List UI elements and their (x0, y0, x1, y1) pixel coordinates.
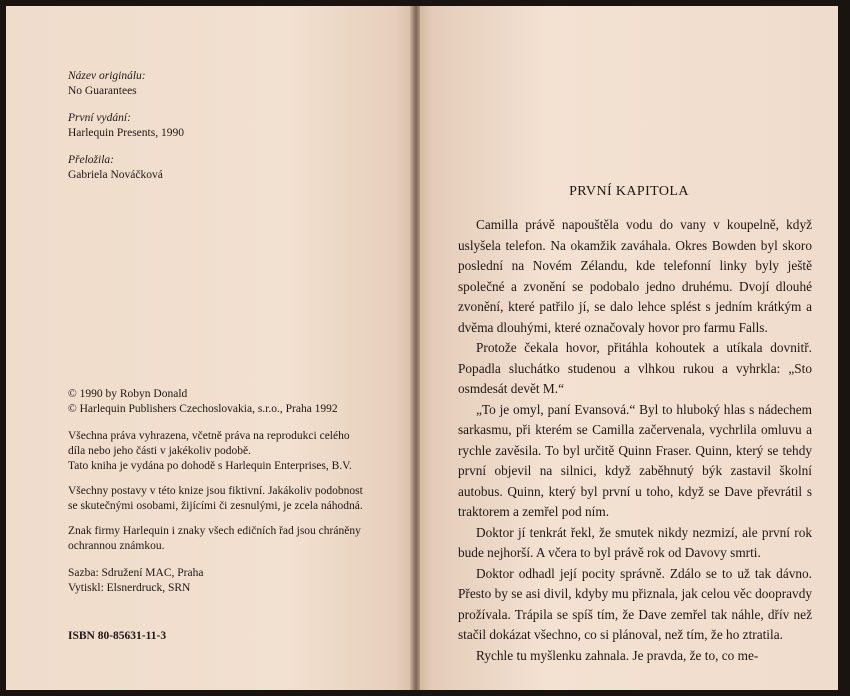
paragraph: Rychle tu myšlenku zahnala. Je pravda, že to, co me- (476, 647, 759, 663)
right-page (420, 6, 838, 690)
paragraph: Doktor odhadl její pocity správně. Zdálo se to už tak dávno. Přesto by se asi divil, kdyby mu přiznala, jak celou věc doopravdy prožívala. Trápila se spíš tím, že Dave zemřel tak náhle, dřív než stačil dokázat všechno, co si plánoval, než tím, že ho ztratila. (458, 565, 812, 642)
trademark-line: Znak firmy Harlequin i znaky všech edičních řad jsou chráněny (68, 525, 361, 537)
fiction-notice-line: Všechny postavy v této knize jsou fiktivní. Jakákoliv podobnost (68, 485, 363, 497)
paragraph: „To je omyl, paní Evansová.“ Byl to hluboký hlas s nádechem sarkasmu, při kterém se Camilla začervenala, vychrlila omluvu a rychle zavěsila. To byl určitě Quinn Fraser. Quinn, který se tehdy první objevil na silnici, když zaběhnutý býk zastavil školní autobus. Quinn, který byl první u toho, když se Dave převrátil s traktorem a zemřel pod ním. (458, 401, 812, 519)
translator-label: Přeložila: (68, 154, 114, 166)
paragraph: Protože čekala hovor, přitáhla kohoutek a utíkala dovnitř. Popadla sluchátko studenou a vlhkou rukou a vyhrkla: „Sto osmdesát devět M.“ (458, 340, 812, 396)
typeset-credit: Sazba: Sdružení MAC, Praha (68, 567, 204, 579)
paragraph: Camilla právě napouštěla vodu do vany v koupelně, když uslyšela telefon. Na okamžik zaváhala. Okres Bowden byl skoro poslední na Novém Zélandu, kde telefonní linky byly ještě společné a zvonění se podobalo jedno druhému. Dvojí dlouhé zvonění, které patřilo jí, se dalo lehce splést s jedním krátkým a dvěma dlouhými, které označovaly hovor pro farmu Falls. (458, 217, 812, 335)
chapter-body (458, 215, 812, 666)
chapter-title: PRVNÍ KAPITOLA (569, 184, 689, 199)
printer-credit: Vytiskl: Elsnerdruck, SRN (68, 582, 191, 594)
first-edition-label: První vydání: (68, 112, 131, 124)
translator-name: Gabriela Nováčková (68, 169, 163, 181)
rights-line: Všechna práva vyhrazena, včetně práva na reprodukci celého (68, 430, 350, 442)
paragraph: Doktor jí tenkrát řekl, že smutek nikdy nezmizí, ale první rok bude nejhorší. A včera to byl právě rok od Davovy smrti. (458, 524, 812, 560)
rights-line: Tato kniha je vydána po dohodě s Harlequin Enterprises, B.V. (68, 460, 352, 472)
fiction-notice-line: se skutečnými osobami, žijícími či zesnulými, je zcela náhodná. (68, 500, 363, 512)
copyright-line: © 1990 by Robyn Donald (68, 388, 188, 400)
original-title: No Guarantees (68, 85, 137, 97)
trademark-line: ochrannou známkou. (68, 540, 165, 552)
rights-line: díla nebo jeho části v jakékoliv podobě. (68, 445, 251, 457)
left-page (6, 6, 412, 690)
first-edition: Harlequin Presents, 1990 (68, 127, 184, 139)
copyright-line: © Harlequin Publishers Czechoslovakia, s.r.o., Praha 1992 (68, 403, 338, 415)
original-title-label: Název originálu: (68, 70, 146, 82)
isbn: ISBN 80-85631-11-3 (68, 630, 167, 642)
